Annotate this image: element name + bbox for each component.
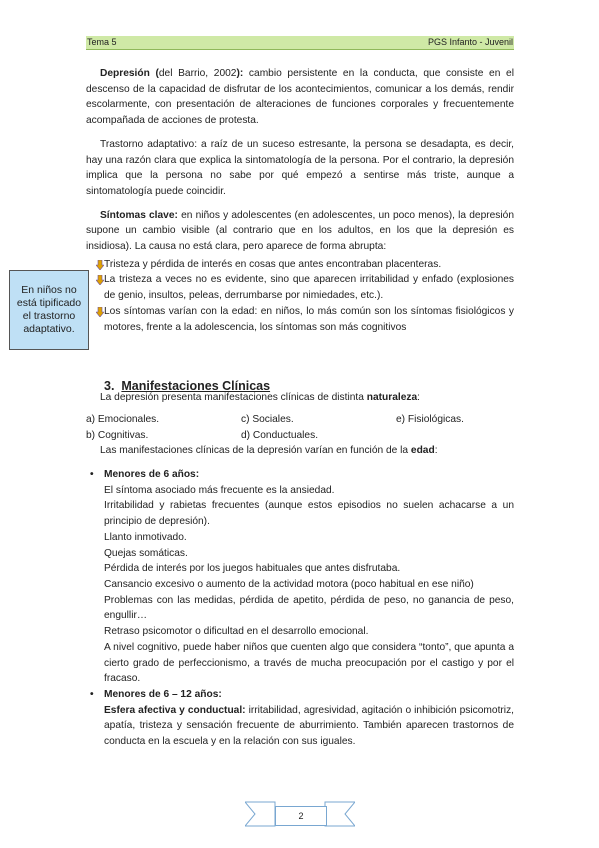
header-course: PGS Infanto - Juvenil	[427, 37, 513, 47]
arrow-bullet-icon	[96, 275, 104, 285]
type-item	[396, 428, 516, 444]
symptom-list	[86, 257, 514, 336]
type-item: e) Fisiológicas.	[396, 413, 464, 425]
age-group-title: Menores de 6 – 12 años:	[104, 688, 222, 700]
header-topic: Tema 5	[87, 37, 117, 47]
paragraph-sintomas: Síntomas clave: en niños y adolescentes (en adolescentes, un poco menos), la depresión supone un cambio visible (al contrario que en los adultos, en los que la depresión es insidiosa). La causa no está clara, pero aparece de forma abrupta:	[86, 209, 514, 253]
list-item: Quejas somáticas.	[104, 547, 188, 559]
list-item: Problemas con las medidas, pérdida de apetito, pérdida de peso, no ganancia de peso, engullir…	[104, 594, 514, 622]
arrow-bullet-icon	[96, 260, 104, 270]
term-depresion: Depresión (	[100, 68, 159, 79]
age-group-6-12	[86, 687, 514, 750]
symptom-item: Los síntomas varían con la edad: en niños, lo más común son los síntomas fisiológicos y motores, frente a la adolescencia, los síntomas son más cognitivos	[86, 304, 514, 335]
age-group-title: Menores de 6 años:	[104, 469, 200, 481]
list-item: Llanto inmotivado.	[104, 531, 187, 543]
arrow-bullet-icon	[96, 307, 104, 317]
page-body	[86, 66, 514, 750]
type-item: d) Conductuales.	[241, 429, 319, 441]
list-item: El síntoma asociado más frecuente es la ansiedad.	[104, 484, 335, 496]
symptom-item: La tristeza a veces no es evidente, sino que aparecen irritabilidad y enfado (explosiones de genio, insultos, peleas, derrumbarse por nimiedades, etc.).	[86, 272, 514, 303]
list-item: A nivel cognitivo, puede haber niños que cuenten algo que considera “tonto”, que apunta a cierto grado de perfeccionismo, a través de mucha preocupación por el castigo y por el fracaso.	[104, 641, 514, 685]
symptom-item: Tristeza y pérdida de interés en cosas que antes encontraban placenteras.	[86, 257, 514, 273]
list-item: Retraso psicomotor o dificultad en el desarrollo emocional.	[104, 626, 369, 638]
intro-edad: Las manifestaciones clínicas de la depresión varían en función de la edad:	[100, 445, 438, 457]
list-item: Esfera afectiva y conductual: irritabilidad, agresividad, agitación o inhibición psicomotriz, apatía, tristeza y sensación frecuente de aburrimiento. También aparecen trastornos de conducta en la escuela y en la relación con sus iguales.	[104, 704, 514, 748]
type-item: c) Sociales.	[241, 413, 294, 425]
paragraph-trastorno-adaptativo: Trastorno adaptativo: a raíz de un suceso estresante, la persona se desadapta, es decir, hay una razón clara que explica la sintomatología de la persona. Por el contrario, la depresión implica que la persona no sabe por qué empezó a sentirse más triste, aunque a sintomatología puede coincidir.	[86, 138, 514, 197]
type-item: a) Emocionales.	[86, 413, 160, 425]
term-sintomas: Síntomas clave:	[100, 209, 178, 221]
list-item: Irritabilidad y rabietas frecuentes (aunque estos episodios no suelen achacarse a un principio de depresión).	[104, 500, 514, 528]
intro-naturaleza: La depresión presenta manifestaciones clínicas de distinta naturaleza:	[100, 392, 420, 404]
paragraph-depresion: Depresión (del Barrio, 2002): cambio persistente en la conducta, que consiste en el descenso de la capacidad de disfrutar de los acontecimientos, comunicar a los demás, rendir escolarmente, con presentación de alteraciones de funciones corporales y frecuentemente acompañada de acciones de protesta.	[86, 68, 514, 127]
page-number: 2	[275, 806, 327, 826]
age-groups	[86, 467, 514, 750]
manifestation-types	[86, 412, 514, 443]
list-item: Cansancio excesivo o aumento de la actividad motora (poco habitual en ese niño)	[104, 578, 474, 590]
type-item: b) Cognitivas.	[86, 429, 149, 441]
side-note-text: En niños no está tipificado el trastorno adaptativo.	[16, 284, 82, 335]
side-note-box	[9, 270, 89, 350]
section-heading: 3. Manifestaciones Clínicas	[104, 379, 271, 393]
section-title: Manifestaciones Clínicas	[121, 379, 271, 393]
age-group-under-6	[86, 467, 514, 687]
list-item: Pérdida de interés por los juegos habituales que antes disfrutaba.	[104, 563, 401, 575]
